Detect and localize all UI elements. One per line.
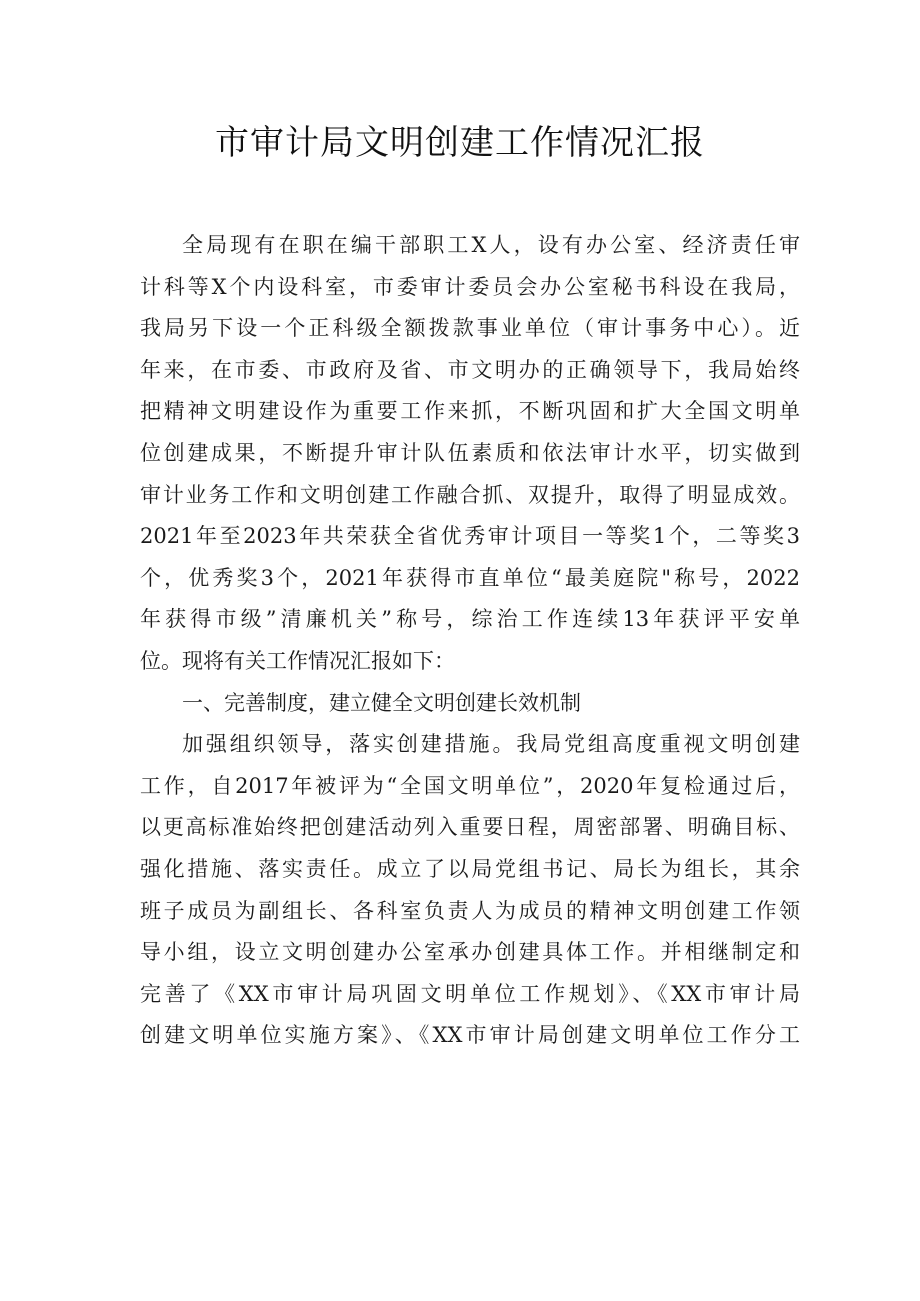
paragraph-line: 计科等X个内设科室，市委审计委员会办公室秘书科设在我局， xyxy=(140,274,800,299)
document-title: 市审计局文明创建工作情况汇报 xyxy=(215,123,705,163)
paragraph-line: 班子成员为副组长、各科室负责人为成员的精神文明创建工作领 xyxy=(140,898,800,923)
document-body xyxy=(140,225,800,1057)
paragraph-line: 全局现有在职在编干部职工X人，设有办公室、经济责任审 xyxy=(182,233,800,257)
paragraph-line: 我局另下设一个正科级全额拨款事业单位（审计事务中心）。近 xyxy=(140,316,800,341)
paragraph-line: 导小组，设立文明创建办公室承办创建具体工作。并相继制定和 xyxy=(140,940,800,965)
paragraph-line: 把精神文明建设作为重要工作来抓，不断巩固和扩大全国文明单 xyxy=(140,399,800,424)
paragraph-line: 一、完善制度，建立健全文明创建长效机制 xyxy=(182,690,581,715)
paragraph-line: 完善了《XX市审计局巩固文明单位工作规划》、《XX市审计局 xyxy=(140,981,800,1006)
paragraph-line: 加强组织领导，落实创建措施。我局党组高度重视文明创建 xyxy=(182,732,800,757)
paragraph-line: 审计业务工作和文明创建工作融合抓、双提升，取得了明显成效。 xyxy=(140,482,800,507)
paragraph-line: 年获得市级”清廉机关”称号，综治工作连续13年获评平安单 xyxy=(140,607,800,632)
paragraph-line: 位创建成果，不断提升审计队伍素质和依法审计水平，切实做到 xyxy=(140,440,800,465)
paragraph-line: 个，优秀奖3个，2021年获得市直单位“最美庭院"称号，2022 xyxy=(140,565,800,590)
paragraph-line: 年来，在市委、市政府及省、市文明办的正确领导下，我局始终 xyxy=(140,357,800,382)
paragraph-line: 位。现将有关工作情况汇报如下： xyxy=(140,648,455,673)
paragraph-line: 创建文明单位实施方案》、《XX市审计局创建文明单位工作分工 xyxy=(140,1023,800,1048)
paragraph-line: 2021年至2023年共荣获全省优秀审计项目一等奖1个，二等奖3 xyxy=(140,524,800,549)
paragraph-line: 工作，自2017年被评为“全国文明单位”，2020年复检通过后， xyxy=(140,773,800,798)
paragraph-line: 强化措施、落实责任。成立了以局党组书记、局长为组长，其余 xyxy=(140,856,800,881)
paragraph-line: 以更高标准始终把创建活动列入重要日程，周密部署、明确目标、 xyxy=(140,815,800,840)
